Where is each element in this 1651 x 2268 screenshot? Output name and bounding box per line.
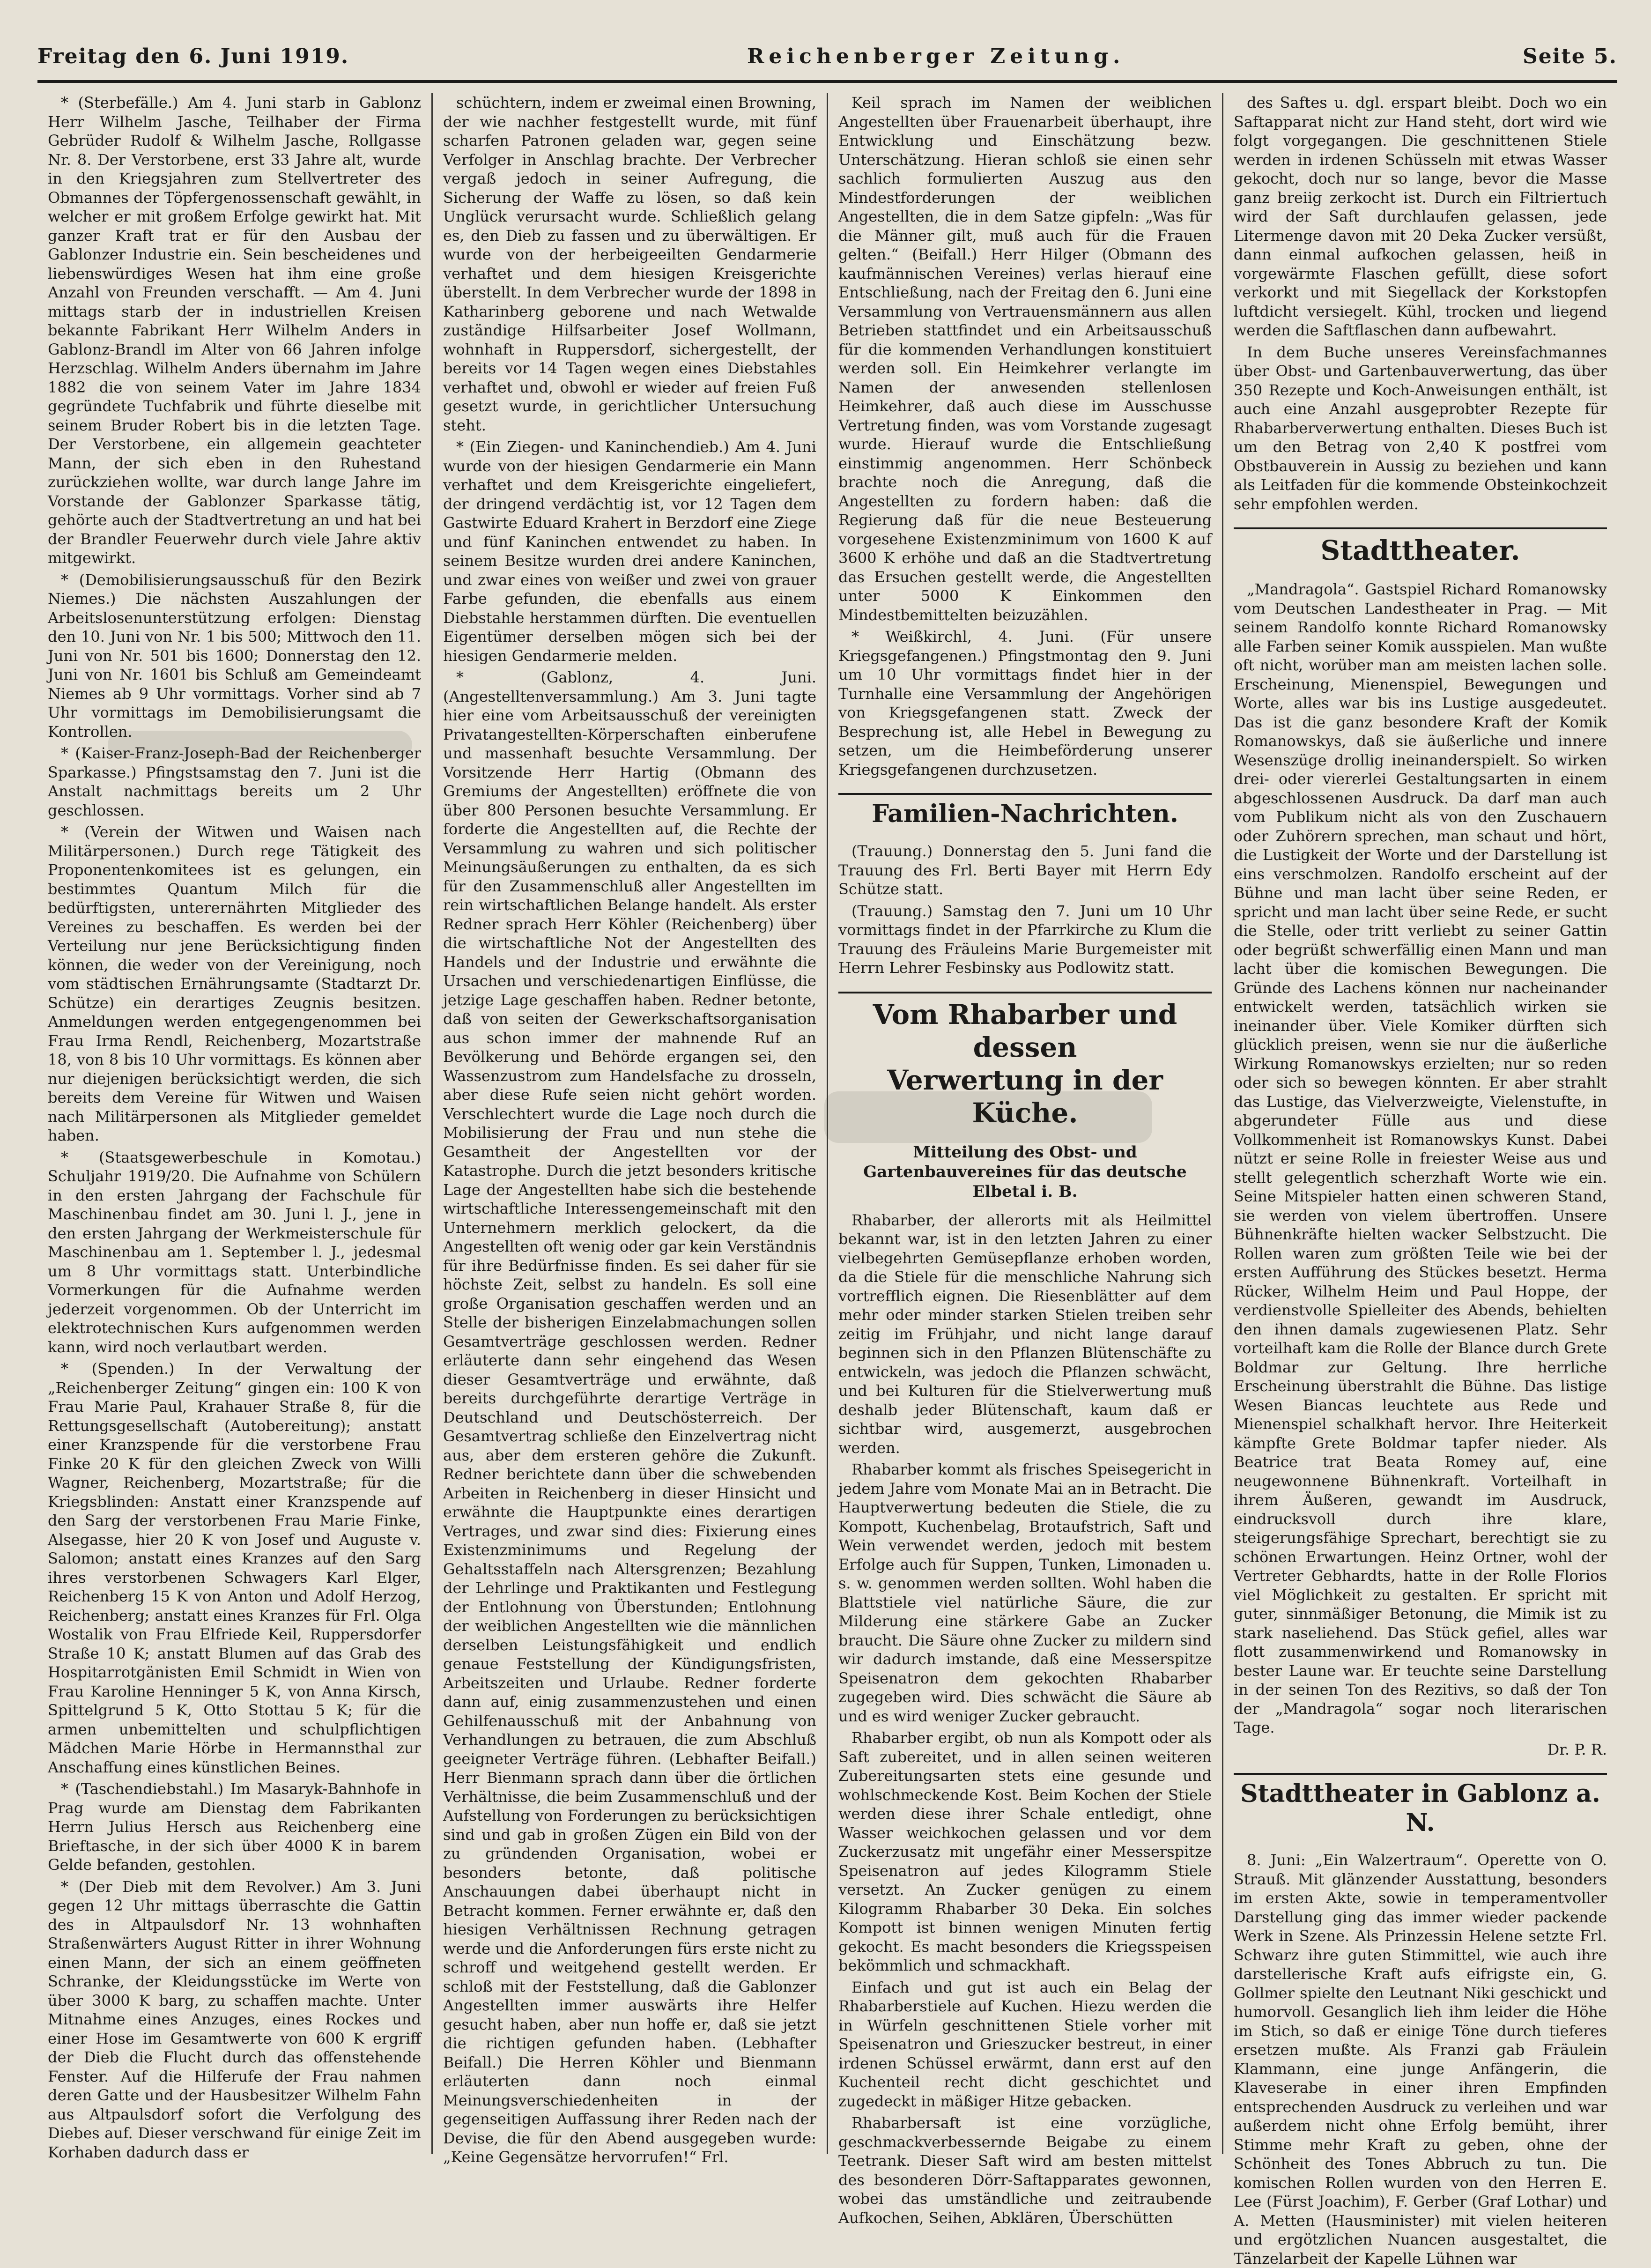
heading-rhubarb-line-2: Verwertung in der Küche. xyxy=(887,1064,1163,1129)
theater-gablonz-review: 8. Juni: „Ein Walzertraum“. Operette von O. Strauß. Mit glänzender Ausstattung, besonders im ersten Akte, sowie in temperamentvoller Darstellung ging das immer wieder packende Werk in Szene. Als Prinzessin Helene setzte Frl. Schwarz ihre guten Stimmittel, wie auch ihre darstellerische Kraft aufs eifrigste ein, G. Gollmer spielte den Leutnant Niki geschickt und humorvoll. Gesanglich lieh ihm leider die Höhe im Stich, so daß er einige Töne durch tieferes ersetzen mußte. Als Franzi gab Fräulein Klammann, eine junge Anfängerin, die Klaveserabe in einer ihren Empfinden entsprechenden Ausdruck zu verleihen und war außerdem nicht ohne Erfolg bemüht, ihrer Stimme mehr Kraft zu geben, ohne der Schönheit des Tones Abbruch zu tun. Die komischen Rollen wurden von den Herren E. Lee (Fürst Joachim), F. Gerber (Graf Lothar) und A. Metten (Hausminister) mit vielen heiteren und ergötzlichen Nuancen ausgestaltet, die Tänzelarbeit der Kapelle Lühnen war xyxy=(1234,1851,1607,2268)
article-prisoners: * Weißkirchl, 4. Juni. (Für unsere Kriegsgefangenen.) Pfingstmontag den 9. Juni um 10 Uhr vormittags findet hier in der Turnhalle eine Versammlung der Angehörigen von Kriegsgefangenen statt. Zweck der Besprechung ist, alle Hebel in Bewegung zu setzen, um die Heimbeförderung unserer Kriegsgefangenen durchzusetzen. xyxy=(838,628,1212,778)
column-3 xyxy=(828,93,1223,2227)
article-pickpocket: * (Taschendiebstahl.) Im Masaryk-Bahnhofe in Prag wurde am Dienstag dem Fabrikanten Herrn Julius Hersch aus Reichenberg eine Brieftasche, in der sich über 4000 K in barem Gelde befanden, gestohlen. xyxy=(48,1780,421,1874)
rhubarb-para-1: Rhabarber, der allerorts mit als Heilmittel bekannt war, ist in den letzten Jahren zu einer vielbegehrten Gemüsepflanze erhoben worden, da die Stiele für die menschliche Nahrung sich vortrefflich eignen. Die Riesenblätter auf dem mehr oder minder starken Stielen treiben sehr zeitig im Frühjahr, und nicht lange darauf beginnen sich in den Pflanzen Blütenschäfte zu entwickeln, was jedoch die Pflanzen schwächt, und bei Kulturen für die Stielverwertung muß deshalb jeder Blütenschaft, kaum daß er sichtbar wird, ausgemerzt, ausgebrochen werden. xyxy=(838,1211,1212,1457)
rhubarb-para-2: Rhabarber kommt als frisches Speisegericht in jedem Jahre vom Monate Mai an in Betracht. Die Hauptverwertung bedeuten die Stiele, die zu Kompott, Kuchenbelag, Brotaufstrich, Saft und Wein verwendet werden, jedoch mit bestem Erfolge auch für Suppen, Tunken, Limonaden u. s. w. genommen werden sollten. Wohl haben die Blattstiele viel natürliche Säure, die zur Milderung eine stärkere Gabe an Zucker braucht. Die Säure ohne Zucker zu mildern sind wir dadurch imstande, daß eine Messerspitze Speisenatron dem gekochten Rhabarber zugegeben wird. Dies schwächt die Säure ab und es wird weniger Zucker gebraucht. xyxy=(838,1460,1212,1725)
article-demobilization: * (Demobilisierungsausschuß für den Bezirk Niemes.) Die nächsten Auszahlungen der Arbeitslosenunterstützung erfolgen: Dienstag den 10. Juni von Nr. 1 bis 500; Mittwoch den 11. Juni von Nr. 501 bis 1600; Donnerstag den 12. Juni von Nr. 1601 bis Schluß am Gemeindeamt Niemes ab 9 Uhr vormittags. Vorher sind ab 7 Uhr vormittags im Demobilisierungsamt die Kontrollen. xyxy=(48,571,421,741)
heading-rhubarb xyxy=(838,992,1212,1134)
rhubarb-para-3: Rhabarber ergibt, ob nun als Kompott oder als Saft zubereitet, und in allen seinen weiteren Zubereitungsarten stets eine gesunde und wohlschmeckende Kost. Beim Kochen der Stiele werden diese ihrer Schale entledigt, ohne Wasser weichkochen gelassen und vor dem Zuckerzusatz mit ungefähr einer Messerspitze Speisenatron auf jedes Kilogramm Stiele versetzt. An Zucker genügen zu einem Kilogramm Rhabarber 30 Deka. Ein solches Kompott ist binnen wenigen Minuten fertig gekocht. Es macht besonders die Kriegsspeisen bekömmlich und schmackhaft. xyxy=(838,1729,1212,1974)
heading-theater: Stadttheater. xyxy=(1234,527,1607,571)
heading-family-news: Familien-Nachrichten. xyxy=(838,793,1212,833)
heading-rhubarb-line-1: Vom Rhabarber und dessen xyxy=(873,998,1177,1063)
masthead-page-number: Seite 5. xyxy=(1522,44,1617,68)
article-trade-school: * (Staatsgewerbeschule in Komotau.) Schuljahr 1919/20. Die Aufnahme von Schülern in den ersten Jahrgang der Fachschule für Maschinenbau findet am 30. Juni l. J., jene in den ersten Jahrgang der Werkmeisterschule für Maschinenbau am 1. September l. J., jedesmal um 8 Uhr vormittags statt. Unterbindliche Vormerkungen für die Aufnahme werden jederzeit vorgenommen. Ob der Unterricht im elektrotechnischen Kurs aufgenommen werden kann, wird noch verlautbart werden. xyxy=(48,1148,421,1356)
rhubarb-para-5: Rhabarbersaft ist eine vorzügliche, geschmackverbessernde Beigabe zu einem Teetrank. Dieser Saft wird am besten mittelst des besonderen Dörr-Saftapparates gewonnen, wobei das umständliche und zeitraubende Aufkochen, Seihen, Abklären, Überschütten xyxy=(838,2114,1212,2227)
column-1 xyxy=(37,93,433,2161)
family-wedding-1: (Trauung.) Donnerstag den 5. Juni fand die Trauung des Frl. Berti Bayer mit Herrn Edy Schütze statt. xyxy=(838,842,1212,898)
article-donations: * (Spenden.) In der Verwaltung der „Reichenberger Zeitung“ gingen ein: 100 K von Frau Marie Paul, Krahauer Straße 8, für die Rettungsgesellschaft (Autobereitung); anstatt einer Kranzspende für die verstorbene Frau Finke 20 K für den gleichen Zweck von Willi Wagner, Reichenberg, Mozartstraße; für die Kriegsblinden: Anstatt einer Kranzspende auf den Sarg der verstorbenen Frau Marie Finke, Alsegasse, hier 20 K von Josef und Auguste v. Salomon; anstatt eines Kranzes auf den Sarg ihres verstorbenen Schwagers Karl Elger, Reichenberg 15 K von Anton und Adolf Herzog, Reichenberg; anstatt eines Kranzes für Frl. Olga Wostalik von Frau Elfriede Keil, Ruppersdorfer Straße 10 K; anstatt Blumen auf das Grab des Hospitarrotgänisten Emil Schmidt in Wien von Frau Karoline Henninger 5 K, von Anna Kirsch, Spittelgrund 5 K, Otto Stottau 5 K; für die armen unbemittelten und schulpflichtigen Mädchen Marie Hörbe in Hermannsthal zur Anschaffung eines künstlichen Beines. xyxy=(48,1360,421,1776)
article-meeting-continued: Keil sprach im Namen der weiblichen Angestellten über Frauenarbeit überhaupt, ihre Entwicklung und Einschätzung bezw. Unterschätzung. Hieran schloß sie einen sehr sachlich formulierten Auszug aus den Mindestforderungen der weiblichen Angestellten, die in dem Satze gipfeln: „Was für die Männer gilt, muß auch für die Frauen gelten.“ (Beifall.) Herr Hilger (Obmann des kaufmännischen Vereines) verlas hierauf eine Entschließung, nach der Freitag den 6. Juni eine Versammlung von Vertrauensmännern aus allen Betrieben stattfindet und ein Arbeitsausschuß für die kommenden Verhandlungen konstituiert werden soll. Ein Heimkehrer verlangte im Namen der anwesenden stellenlosen Heimkehrer, daß auch diese im Ausschusse Vertretung finden, was vom Vorstande zugesagt wurde. Hierauf wurde die Entschließung einstimmig angenommen. Herr Schönbeck brachte noch die Anregung, daß die Angestellten zu fordern haben: daß die Regierung daß für die neue Besteuerung vorgesehene Existenzminimum von 1600 K auf 3600 K erhöhe und daß an die Stadtvertretung das Ersuchen gestellt werde, die Angestellten unter 5000 K Einkommen den Mindestbemittelten beizuzählen. xyxy=(838,94,1212,624)
article-widows-orphans: * (Verein der Witwen und Waisen nach Militärpersonen.) Durch rege Tätigkeit des Proponentenkomitees ist es gelungen, ein bestimmtes Quantum Milch für die bedürftigsten, unterernährten Mitglieder des Vereines zu beschaffen. Es werden bei der Verteilung nur jene Berücksichtigung finden können, die weder von der Vereinigung, noch vom städtischen Ernährungsamte (Stadtarzt Dr. Schütze) ein derartiges Zeugnis besitzen. Anmeldungen werden entgegengenommen bei Frau Irma Rendl, Reichenberg, Mozartstraße 18, von 8 bis 10 Uhr vormittags. Es können aber nur diejenigen berücksichtigt werden, die sich bereits dem Vereine für Witwen und Waisen nach Militärpersonen als Mitglieder gemeldet haben. xyxy=(48,823,421,1144)
article-thief-revolver: * (Der Dieb mit dem Revolver.) Am 3. Juni gegen 12 Uhr mittags überraschte die Gattin des in Altpaulsdorf Nr. 13 wohnhaften Straßenwärters August Ritter in ihrer Wohnung einen Mann, der sich an einem geöffneten Schranke, der Kleidungsstücke im Werte von über 3000 K barg, zu schaffen machte. Unter Mitnahme eines Anzuges, eines Rockes und einer Hose im Gesamtwerte von 600 K ergriff der Dieb die Flucht durch das offenstehende Fenster. Auf die Hilferufe der Frau nahmen deren Gatte und der Hausbesitzer Wilhelm Fahn aus Altpaulsdorf sofort die Verfolgung des Diebes auf. Dieser verschwand für einige Zeit im Korhaben dadurch dass er xyxy=(48,1877,421,2161)
rhubarb-book: In dem Buche unseres Vereinsfachmannes über Obst- und Gartenbauverwertung, das über 350 Rezepte und Koch-Anweisungen enthält, ist auch eine Anzahl ausgeprobter Rezepte für Rhabarberverwertung enthalten. Dieses Buch ist um den Betrag von 2,40 K postfrei vom Obstbauverein in Aussig zu beziehen und kann als Leitfaden für die kommende Obsteinkochzeit sehr empfohlen werden. xyxy=(1234,343,1607,513)
heading-theater-gablonz: Stadttheater in Gablonz a. N. xyxy=(1234,1773,1607,1842)
article-death-notices: * (Sterbefälle.) Am 4. Juni starb in Gablonz Herr Wilhelm Jasche, Teilhaber der Firma Gebrüder Rudolf & Wilhelm Jasche, Rollgasse Nr. 8. Der Verstorbene, erst 33 Jahre alt, wurde in den Kriegsjahren zum Stellvertreter des Obmannes der Töpfergenossenschaft gewählt, in welcher er mit großem Erfolge gewirkt hat. Mit ganzer Kraft trat er für den Ausbau der Gablonzer Industrie ein. Sein bescheidenes und liebenswürdiges Wesen hat ihm eine große Anzahl von Freunden verschafft. — Am 4. Juni mittags starb der in industriellen Kreisen bekannte Fabrikant Herr Wilhelm Anders in Gablonz-Brandl im Alter von 66 Jahren infolge Herzschlag. Wilhelm Anders übernahm im Jahre 1882 die von seinem Vater im Jahre 1834 gegründete Tuchfabrik und führte dieselbe mit seinem Bruder Robert bis in die letzten Tage. Der Verstorbene, ein allgemein geachteter Mann, der sich eben in den Ruhestand zurückziehen wollte, war durch lange Jahre im Vorstande der Gablonzer Sparkasse tätig, gehörte auch der Stadtvertretung an und hat bei der Brandler Feuerwehr durch viele Jahre aktiv mitgewirkt. xyxy=(48,94,421,567)
masthead-title: Reichenberger Zeitung. xyxy=(747,44,1125,68)
theater-review-author: Dr. P. R. xyxy=(1547,1740,1607,1758)
article-thief-continued: schüchtern, indem er zweimal einen Browning, der wie nachher festgestellt wurde, mit fünf scharfen Patronen geladen war, gegen seine Verfolger in Anschlag brachte. Der Verbrecher vergaß jedoch in seiner Aufregung, die Sicherung der Waffe zu lösen, so daß kein Unglück verursacht wurde. Schließlich gelang es, den Dieb zu fassen und zu überwältigen. Er wurde von der herbeigeeilten Gendarmerie verhaftet und dem hiesigen Kreisgerichte überstellt. In dem Verbrecher wurde der 1898 in Katharinberg geborene und nach Wetwalde zuständige Hilfsarbeiter Josef Wollmann, wohnhaft in Ruppersdorf, sichergestellt, der bereits vor 14 Tagen wegen eines Diebstahles verhaftet und, obwohl er wieder auf freien Fuß gesetzt wurde, in gerichtlicher Untersuchung steht. xyxy=(443,94,816,434)
family-wedding-2: (Trauung.) Samstag den 7. Juni um 10 Uhr vormittags findet in der Pfarrkirche zu Klum die Trauung des Fräuleins Marie Burgemeister mit Herrn Lehrer Fesbinsky aus Podlowitz statt. xyxy=(838,902,1212,977)
rhubarb-subheading: Mitteilung des Obst- und Gartenbauvereines für das deutsche Elbetal i. B. xyxy=(863,1142,1187,1201)
article-employees-meeting: * (Gablonz, 4. Juni. (Angestelltenversammlung.) Am 3. Juni tagte hier eine vom Arbeitsausschuß der vereinigten Privatangestellten-Körperschaften einberufene und massenhaft besuchte Versammlung. Der Vorsitzende Herr Hartig (Obmann des Gremiums der Angestellten) eröffnete die von über 800 Personen besuchte Versammlung. Er forderte die Angestellten auf, die Rechte der Versammlung zu wahren und sich politischer Meinungsäußerungen zu enthalten, da es sich für den Zusammenschluß aller Angestellten im rein wirtschaftlichen Belange handelt. Als erster Redner sprach Herr Köhler (Reichenberg) über die wirtschaftliche Not der Angestellten des Handels und der Industrie und erwähnte die Ursachen und verschiedenartigen Einflüsse, die jetzige Lage geschaffen haben. Redner betonte, daß von seiten der Gewerkschaftsorganisation aus schon immer der mahnende Ruf an Bevölkerung und Behörde ergangen sei, den Wassenzustrom zum Handelsfache zu drosseln, aber diese Rufe seien nicht gehört worden. Verschlechtert wurde die Lage noch durch die Mobilisierung der Frau und nun stehe die Gesamtheit der Angestellten vor der Katastrophe. Durch die jetzt besonders kritische Lage der Angestellten habe sich die bestehende wirtschaftliche Interessengemeinschaft mit den Unternehmern merklich gelockert, da die Angestellten oft wenig oder gar kein Verständnis für ihre Bedürfnisse finden. Es sei daher für sie höchste Zeit, selbst zu handeln. Es soll eine große Organisation geschaffen werden und an Stelle der bisherigen Einzelabmachungen sollen Gesamtverträge geschlossen werden. Redner erläuterte dann sehr eingehend das Wesen dieser Gesamtverträge und erwähnte, daß bereits durchgeführte derartige Verträge in Deutschland und Deutschösterreich. Der Gesamtvertrag schließe den Einzelvertrag nicht aus, aber dem ersteren gehöre die Zukunft. Redner berichtete dann über die schwebenden Arbeiten in Reichenberg in dieser Hinsicht und erwähnte die Hauptpunkte eines derartigen Vertrages, und zwar sind dies: Fixierung eines Existenzminimums und Regelung der Gehaltsstaffeln nach Altersgrenzen; Bezahlung der Lehrlinge und Praktikanten und Festlegung der Entlohnung von Überstunden; Entlohnung der weiblichen Angestellten wie die männlichen derselben Leistungsfähigkeit und endlich genaue Feststellung der Kündigungsfristen, Arbeitszeiten und Urlaube. Redner forderte dann auf, einig zusammenzustehen und einen Gehilfenausschuß mit der Anbahnung von Verhandlungen zu betrauen, die zum Abschluß geeigneter Verträge führen. (Lebhafter Beifall.) Herr Bienmann sprach dann über die örtlichen Verhältnisse, die beim Zusammenschluß und der Aufstellung von Forderungen zu berücksichtigen sind und gab in großen Zügen ein Bild von der zu gründenden Organisation, wobei er besonders betonte, daß politische Anschauungen dabei überhaupt nicht in Betracht kommen. Ferner erwähnte er, daß den hiesigen Verhältnissen Rechnung getragen werde und die Anforderungen fürs erste nicht zu schroff und weitgehend gestellt werden. Er schloß mit der Feststellung, daß die Gablonzer Angestellten immer auswärts ihre Helfer gesucht haben, aber nun hoffe er, daß sie jetzt die richtigen gefunden haben. (Lebhafter Beifall.) Die Herren Köhler und Bienmann erläuterten dann noch einmal Meinungsverschiedenheiten in der gegenseitigen Auffassung ihrer Reden nach der Devise, die für den Abend ausgegeben wurde: „Keine Gegensätze hervorrufen!“ Frl. xyxy=(443,668,816,2166)
theater-review: „Mandragola“. Gastspiel Richard Romanowsky vom Deutschen Landestheater in Prag. — Mit seinem Randolfo konnte Richard Romanowsky alle Farben seiner Komik ausspielen. Man wußte oft nicht, worüber man am meisten lachen solle. Erscheinung, Mienenspiel, Bewegungen und Worte, alles war bis ins Lustige ausgedeutet. Das ist die ganz besondere Kraft der Komik Romanowskys, daß sie äußerliche und innere Wesenszüge drollig ineinanderspielt. So wirken drei- oder viererlei Gestaltungsarten in einem abgeschlossenen Ausdruck. Da darf man auch vom Publikum nicht als von den Zuschauern oder Zuhörern sprechen, man schaut und hört, die Lustigkeit der Worte und der Darstellung ist eins verschmolzen. Randolfo erscheint auf der Bühne und man lacht über seine Reden, er spricht und man lacht über seine Rede, er sucht die Stelle, oder tritt verliebt zu seiner Gattin oder begrüßt schwerfällig einen Mann und man lacht über die komischen Bewegungen. Die Gründe des Lachens können nur nacheinander entwickelt werden, tatsächlich wirken sie ineinander über. Viele Komiker dürften sich glücklich preisen, wenn sie nur die äußerliche Wirkung Romanowskys erzielten; nur so reden oder sich so bewegen könnten. Er aber strahlt das Lustige, das Vielverzweigte, Vielenstufte, in abgerundeter Fülle aus und diese Vollkommenheit ist Romanowskys Kunst. Dabei nützt er seine Rolle in freiester Weise aus und stellt gelegentlich scherzhaft Worte wie ein. Seine Mitspieler hatten einen schweren Stand, sie werden von vielem übertroffen. Unsere Bühnenkräfte hielten wacker Selbstzucht. Die Rollen waren zum größten Teile wie bei der ersten Aufführung des Stückes besetzt. Herma Rücker, Wilhelm Heim und Paul Hoppe, der verdienstvolle Spielleiter des Abends, behielten den ihnen damals zugewiesenen Platz. Sehr vorteilhaft kam die Rolle der Blance durch Grete Boldmar zur Geltung. Ihre herrliche Erscheinung überstrahlt die Bühne. Das listige Wesen Biancas leuchtete aus Rede und Mienenspiel schalkhaft hervor. Ihre Heiterkeit kämpfte Grete Boldmar tapfer nieder. Als Beatrice trat Beata Romey auf, eine neugewonnene Bühnenkraft. Vorteilhaft in ihrem Äußeren, gewandt im Ausdruck, eindrucksvoll durch ihre klare, steigerungsfähige Sprechart, berechtigt sie zu schönen Erwartungen. Heinz Ortner, wohl der Vertreter Gebhardts, hatte in der Rolle Florios viel Möglichkeit zu gestalten. Er spricht mit guter, sinnmäßiger Betonung, die Mimik ist zu stark naseliehend. Das Stück gefiel, alles war flott zusammenwirkend und Romanowsky in bester Laune war. Er teuchte seine Darstellung in der seinen Ton des Rezitivs, so daß der Ton der „Mandragola“ sogar noch literarischen Tage. xyxy=(1234,580,1607,1736)
column-4 xyxy=(1223,93,1617,2268)
masthead-date: Freitag den 6. Juni 1919. xyxy=(37,44,349,68)
article-goat-thief: * (Ein Ziegen- und Kaninchendieb.) Am 4. Juni wurde von der hiesigen Gendarmerie ein Mann verhaftet und dem Kreisgerichte eingeliefert, der dringend verdächtig ist, vor 12 Tagen dem Gastwirte Eduard Krahert in Berzdorf eine Ziege und fünf Kaninchen entwendet zu haben. In seinem Besitze wurden drei andere Kaninchen, und zwar eines von weißer und zwei von grauer Farbe gefunden, die ebenfalls aus einem Diebstahle herstammen dürften. Die eventuellen Eigentümer derselben mögen sich bei der hiesigen Gendarmerie melden. xyxy=(443,438,816,665)
masthead xyxy=(37,44,1617,83)
rhubarb-para-4: Einfach und gut ist auch ein Belag der Rhabarberstiele auf Kuchen. Hiezu werden die in Würfeln geschnittenen Stiele vorher mit Speisenatron und Grieszucker bestreut, in einer irdenen Schüssel erwärmt, dann erst auf den Kuchenteil recht dicht geschichtet und zugedeckt in mäßiger Hitze gebacken. xyxy=(838,1978,1212,2110)
rhubarb-continued: des Saftes u. dgl. erspart bleibt. Doch wo ein Saftapparat nicht zur Hand steht, dort wird wie folgt vorgegangen. Die geschnittenen Stiele werden in irdenen Schüsseln mit etwas Wasser gekocht, doch nur so lange, bevor die Masse ganz breiig zerkocht ist. Durch ein Filtriertuch wird der Saft durchlaufen gelassen, jede Litermenge davon mit 20 Deka Zucker versüßt, dann einmal aufkochen gelassen, heiß in vorgewärmte Flaschen gefüllt, diese sofort verkorkt und mit Siegellack der Korkstopfen luftdicht versiegelt. Kühl, trocken und liegend werden die Saftflaschen dann aufbewahrt. xyxy=(1234,94,1607,339)
article-bath: * (Kaiser-Franz-Joseph-Bad der Reichenberger Sparkasse.) Pfingstsamstag den 7. Juni ist die Anstalt nachmittags bereits um 2 Uhr geschlossen. xyxy=(48,744,421,819)
column-2 xyxy=(433,93,828,2166)
columns xyxy=(37,93,1617,2268)
